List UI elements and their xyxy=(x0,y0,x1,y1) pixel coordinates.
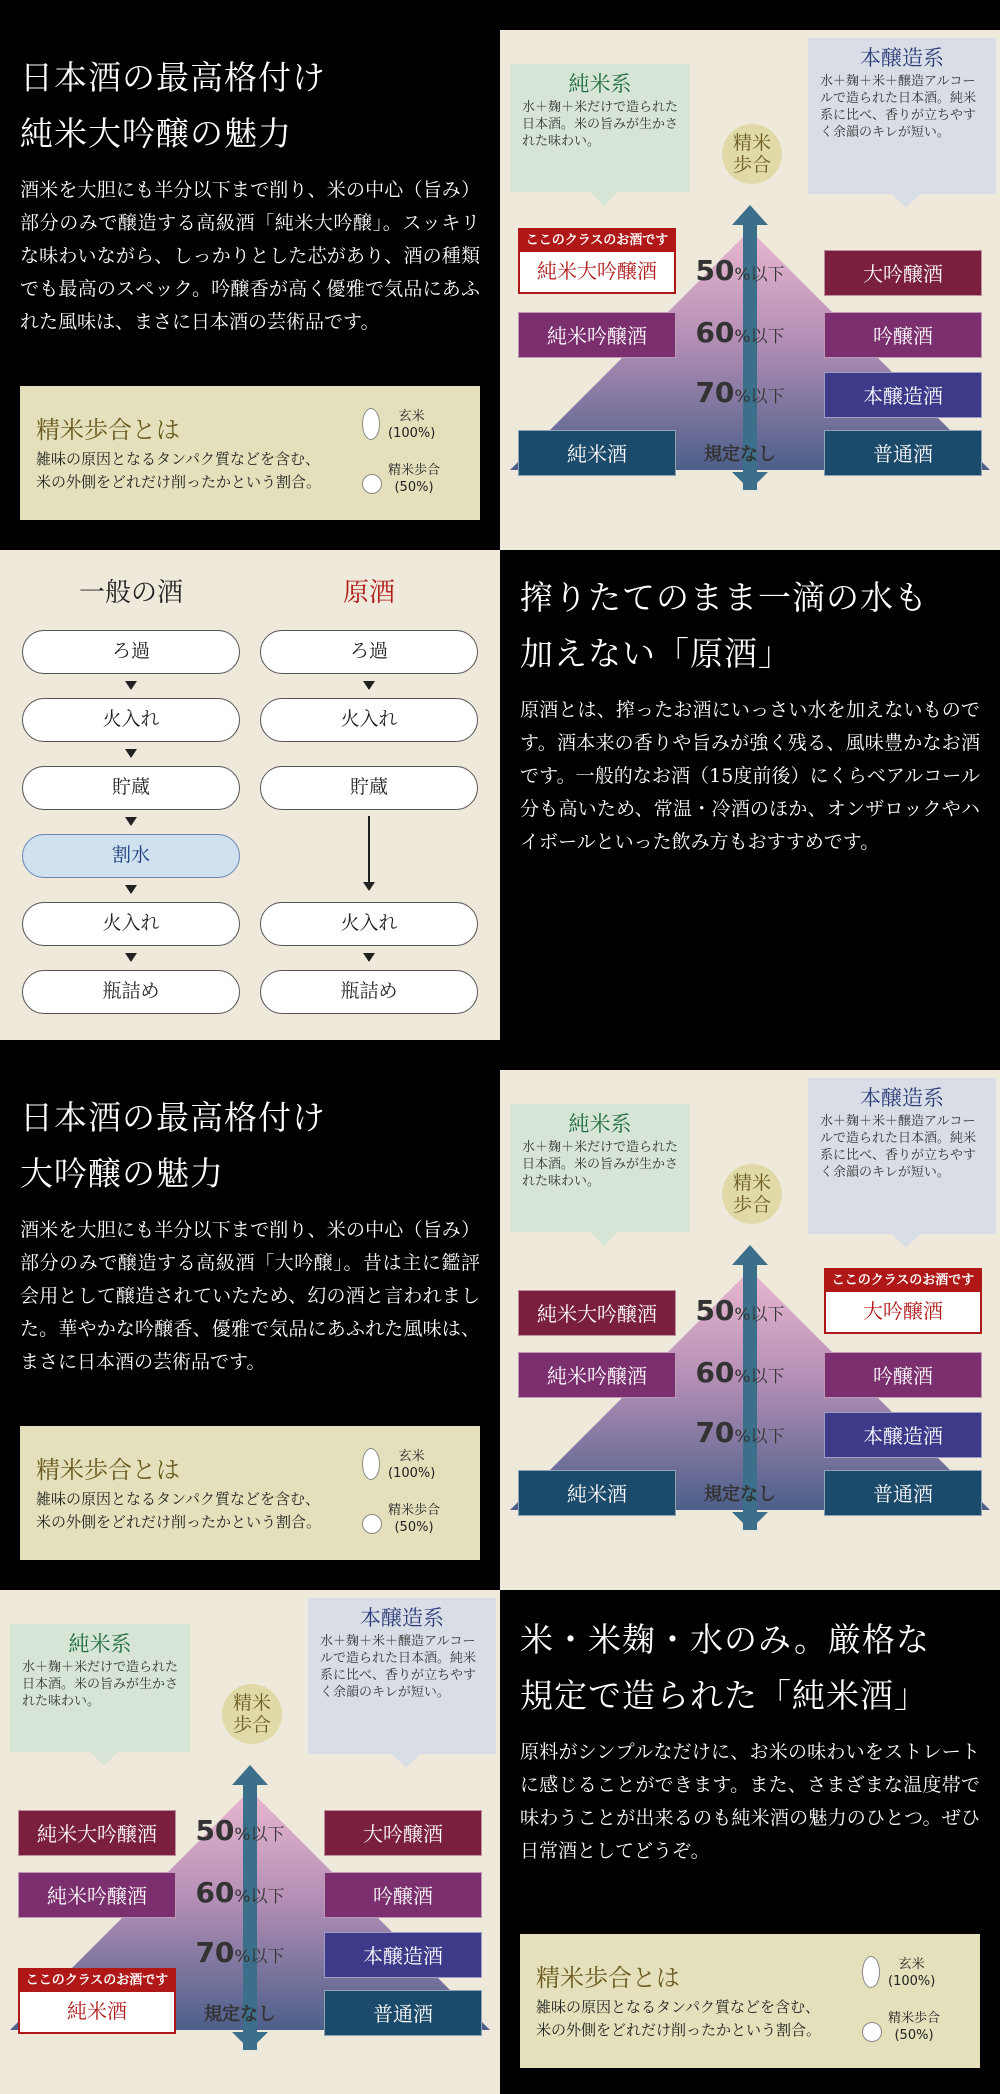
seimai-seal: 精米 歩合 xyxy=(722,124,782,184)
polished-rice-label: 精米歩合 (50%) xyxy=(388,463,441,495)
highlight-class: ここのクラスのお酒です 大吟醸酒 xyxy=(824,1268,982,1334)
axis-arrow-down-icon xyxy=(732,472,768,490)
sake-class-diagram xyxy=(0,1590,500,2094)
class-box-left: 純米吟醸酒 xyxy=(518,1352,676,1398)
section3-title-line1: 日本酒の最高格付け xyxy=(20,1098,326,1137)
section2-title-line2: 加えない「原酒」 xyxy=(520,634,792,673)
flow-step-normal: 瓶詰め xyxy=(22,970,240,1014)
seimai-desc: 雑味の原因となるタンパク質などを含む、 米の外側をどれだけ削ったかという割合。 xyxy=(536,1998,822,2039)
seimai-title: 精米歩合とは xyxy=(36,416,180,444)
seimai-box xyxy=(20,1426,480,1560)
axis-arrow-up-icon xyxy=(232,1765,268,1785)
class-box-right: 本醸造酒 xyxy=(824,1412,982,1458)
honjozo-bubble: 本醸造系 水＋麹＋米＋醸造アルコールで造られた日本酒。純米系に比べ、香りが立ちやすく余韻のキレが短い。 xyxy=(308,1598,496,1754)
section1-text xyxy=(20,50,480,339)
class-box-right: 吟醸酒 xyxy=(324,1872,482,1918)
sake-class-diagram xyxy=(500,30,1000,550)
section1-body: 酒米を大胆にも半分以下まで削り、米の中心（旨み）部分のみで醸造する高級酒「純米大吟醸」。スッキリな味わいながら、しっかりとした芯があり、酒の種類でも最高のスペック。吟醸香が高く優雅で気品にあふれた風味は、まさに日本酒の芸術品です。 xyxy=(20,179,480,333)
flow-header-genshu: 原酒 xyxy=(342,578,395,608)
flow-step-genshu: ろ過 xyxy=(260,630,478,674)
arrow-down-icon xyxy=(363,953,375,962)
class-box-right: 吟醸酒 xyxy=(824,1352,982,1398)
level-label: 50%以下 xyxy=(695,254,785,287)
arrow-down-icon xyxy=(125,681,137,690)
section3-body: 酒米を大胆にも半分以下まで削り、米の中心（旨み）部分のみで醸造する高級酒「大吟醸」。昔は主に鑑評会用として醸造されていたため、幻の酒と言われました。華やかな吟醸香、優雅で気品にあふれた風味は、まさに日本酒の芸術品です。 xyxy=(20,1219,480,1373)
seimai-box xyxy=(20,386,480,520)
brown-rice-label: 玄米 (100%) xyxy=(888,1957,936,1989)
level-label: 60%以下 xyxy=(195,1876,285,1909)
polished-rice-grain-icon xyxy=(362,1514,382,1534)
brown-rice-label: 玄米 (100%) xyxy=(388,409,436,441)
honjozo-bubble: 本醸造系 水＋麹＋米＋醸造アルコールで造られた日本酒。純米系に比べ、香りが立ちやすく余韻のキレが短い。 xyxy=(808,38,996,194)
seimai-title: 精米歩合とは xyxy=(536,1964,680,1992)
level-label: 70%以下 xyxy=(195,1936,285,1969)
brown-rice-label: 玄米 (100%) xyxy=(388,1449,436,1481)
highlight-class: ここのクラスのお酒です 純米大吟醸酒 xyxy=(518,228,676,294)
brown-rice-grain-icon xyxy=(862,1956,880,1988)
class-box-left: 純米吟醸酒 xyxy=(18,1872,176,1918)
flow-step-normal: 火入れ xyxy=(22,698,240,742)
level-label: 規定なし xyxy=(204,2004,276,2025)
axis-arrow-up-icon xyxy=(732,1245,768,1265)
section2-text xyxy=(520,570,980,859)
section1-title-line2: 純米大吟醸の魅力 xyxy=(20,114,292,153)
section4-title-line1: 米・米麹・水のみ。厳格な xyxy=(520,1620,930,1659)
flow-step-normal: 割水 xyxy=(22,834,240,878)
class-box-right: 吟醸酒 xyxy=(824,312,982,358)
level-label: 70%以下 xyxy=(695,376,785,409)
seimai-seal: 精米 歩合 xyxy=(722,1164,782,1224)
seimai-seal: 精米 歩合 xyxy=(222,1684,282,1744)
class-box-left: 純米大吟醸酒 xyxy=(518,1290,676,1336)
flow-step-normal: 貯蔵 xyxy=(22,766,240,810)
section3-text xyxy=(20,1090,480,1379)
flow-header-normal: 一般の酒 xyxy=(78,578,183,608)
arrow-down-icon xyxy=(125,749,137,758)
seimai-title: 精米歩合とは xyxy=(36,1456,180,1484)
class-box-left: 純米大吟醸酒 xyxy=(18,1810,176,1856)
class-box-right: 本醸造酒 xyxy=(824,372,982,418)
seimai-desc: 雑味の原因となるタンパク質などを含む、 米の外側をどれだけ削ったかという割合。 xyxy=(36,450,322,491)
flow-step-genshu: 貯蔵 xyxy=(260,766,478,810)
section4-title-line2: 規定で造られた「純米酒」 xyxy=(520,1676,928,1715)
arrow-down-icon xyxy=(125,885,137,894)
polished-rice-grain-icon xyxy=(862,2022,882,2042)
skip-line xyxy=(368,816,370,882)
brown-rice-grain-icon xyxy=(362,1448,380,1480)
flow-step-genshu: 火入れ xyxy=(260,698,478,742)
arrow-down-icon xyxy=(363,681,375,690)
class-box-right: 普通酒 xyxy=(324,1990,482,2036)
level-label: 60%以下 xyxy=(695,316,785,349)
section3-title-line2: 大吟醸の魅力 xyxy=(20,1154,224,1193)
highlight-class: ここのクラスのお酒です 純米酒 xyxy=(18,1968,176,2034)
section1-title-line1: 日本酒の最高格付け xyxy=(20,58,326,97)
section4-body: 原料がシンプルなだけに、お米の味わいをストレートに感じることができます。また、さまざまな温度帯で味わうことが出来るのも純米酒の魅力のひとつ。ぜひ日常酒としてどうぞ。 xyxy=(520,1741,980,1862)
flow-step-normal: ろ過 xyxy=(22,630,240,674)
sake-class-diagram xyxy=(500,1070,1000,1590)
junmai-bubble: 純米系 水＋麹＋米だけで造られた日本酒。米の旨みが生かされた味わい。 xyxy=(510,64,690,192)
axis-arrow-down-icon xyxy=(232,2032,268,2050)
flow-step-normal: 火入れ xyxy=(22,902,240,946)
class-box-left: 純米酒 xyxy=(518,1470,676,1516)
class-box-left: 純米酒 xyxy=(518,430,676,476)
arrow-down-icon xyxy=(125,817,137,826)
level-label: 規定なし xyxy=(704,1484,776,1505)
section4-text xyxy=(520,1612,980,1868)
class-box-right: 普通酒 xyxy=(824,430,982,476)
axis-arrow-up-icon xyxy=(732,205,768,225)
flow-step-genshu: 瓶詰め xyxy=(260,970,478,1014)
level-label: 50%以下 xyxy=(195,1814,285,1847)
arrow-down-icon xyxy=(125,953,137,962)
process-flow xyxy=(0,550,500,1040)
class-box-left: 純米吟醸酒 xyxy=(518,312,676,358)
junmai-bubble: 純米系 水＋麹＋米だけで造られた日本酒。米の旨みが生かされた味わい。 xyxy=(510,1104,690,1232)
honjozo-bubble: 本醸造系 水＋麹＋米＋醸造アルコールで造られた日本酒。純米系に比べ、香りが立ちやすく余韻のキレが短い。 xyxy=(808,1078,996,1234)
brown-rice-grain-icon xyxy=(362,408,380,440)
level-label: 60%以下 xyxy=(695,1356,785,1389)
class-box-right: 大吟醸酒 xyxy=(824,250,982,296)
level-label: 50%以下 xyxy=(695,1294,785,1327)
class-box-right: 本醸造酒 xyxy=(324,1932,482,1978)
level-label: 規定なし xyxy=(704,444,776,465)
polished-rice-label: 精米歩合 (50%) xyxy=(888,2011,941,2043)
junmai-bubble: 純米系 水＋麹＋米だけで造られた日本酒。米の旨みが生かされた味わい。 xyxy=(10,1624,190,1752)
seimai-desc: 雑味の原因となるタンパク質などを含む、 米の外側をどれだけ削ったかという割合。 xyxy=(36,1490,322,1531)
arrow-down-icon xyxy=(363,882,375,891)
polished-rice-label: 精米歩合 (50%) xyxy=(388,1503,441,1535)
seimai-box xyxy=(520,1934,980,2068)
level-label: 70%以下 xyxy=(695,1416,785,1449)
class-box-right: 普通酒 xyxy=(824,1470,982,1516)
section2-body: 原酒とは、搾ったお酒にいっさい水を加えないものです。酒本来の香りや旨みが強く残る、風味豊かなお酒です。一般的なお酒（15度前後）にくらべアルコール分も高いため、常温・冷酒のほか、オンザロックやハイボールといった飲み方もおすすめです。 xyxy=(520,699,980,853)
section2-title-line1: 搾りたてのまま一滴の水も xyxy=(520,578,928,617)
axis-arrow-down-icon xyxy=(732,1512,768,1530)
flow-step-genshu: 火入れ xyxy=(260,902,478,946)
class-box-right: 大吟醸酒 xyxy=(324,1810,482,1856)
polished-rice-grain-icon xyxy=(362,474,382,494)
